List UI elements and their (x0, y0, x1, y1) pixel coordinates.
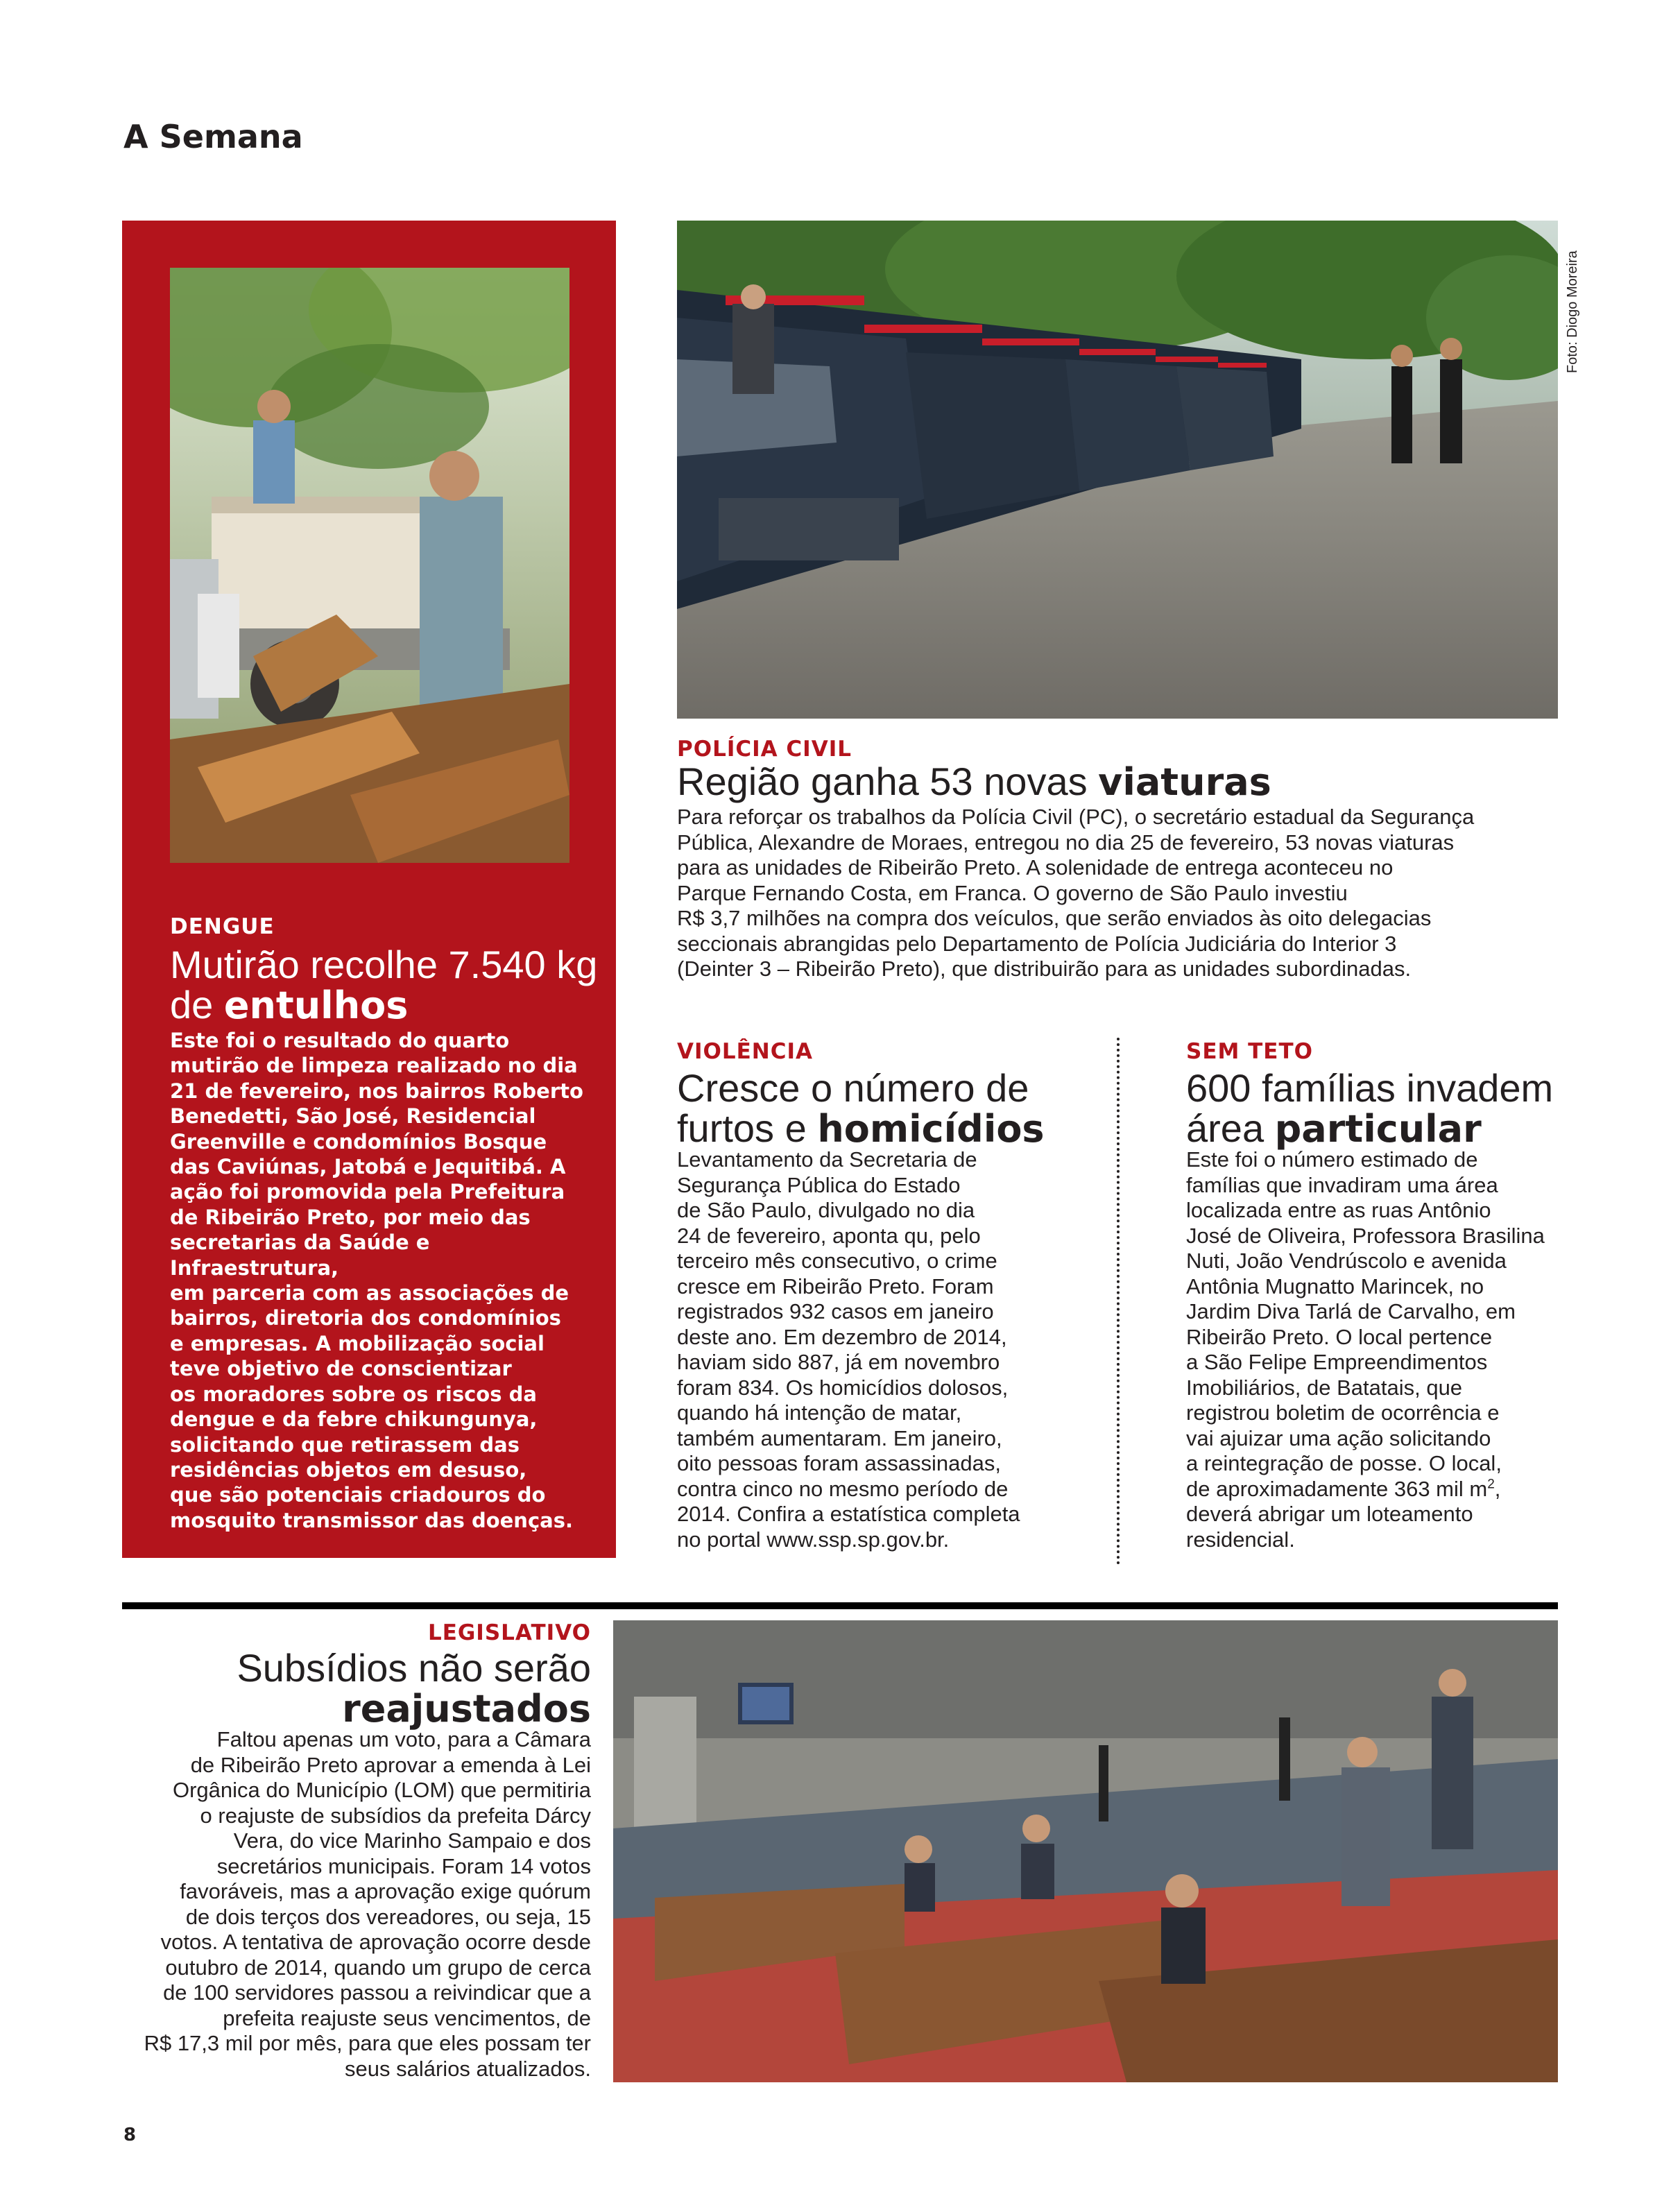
body-line: o reajuste de subsídios da prefeita Dárcy (200, 1803, 591, 1828)
violencia-headline-line2 (677, 1108, 1045, 1149)
body-line: R$ 17,3 mil por mês, para que eles possam ter (144, 2031, 591, 2055)
body-line: no portal www.ssp.sp.gov.br. (677, 1527, 950, 1552)
body-line: cresce em Ribeirão Preto. Foram (677, 1274, 994, 1298)
body-line: 24 de fevereiro, aponta qu, pelo (677, 1223, 981, 1248)
body-line: prefeita reajuste seus vencimentos, de (223, 2005, 591, 2030)
body-line: teve objetivo de conscientizar (170, 1357, 512, 1381)
body-line: Ribeirão Preto. O local pertence (1186, 1324, 1493, 1349)
body-line: dengue e da febre chikungunya, (170, 1407, 538, 1432)
body-line: 21 de fevereiro, nos bairros Roberto (170, 1079, 583, 1103)
column-divider (1117, 1038, 1120, 1565)
dengue-headline-line1: Mutirão recolhe 7.540 kg (170, 943, 598, 986)
body-line: Este foi o resultado do quarto (170, 1029, 510, 1052)
body-line: Para reforçar os trabalhos da Polícia Civil (PC), o secretário estadual da Segurança (677, 805, 1475, 829)
legislativo-kicker: LEGISLATIVO (427, 1620, 591, 1645)
page-number: 8 (123, 2125, 137, 2145)
legislativo-headline-line1: Subsídios não serão (237, 1646, 591, 1690)
body-line: famílias que invadiram uma área (1186, 1172, 1498, 1197)
body-line: haviam sido 887, já em novembro (677, 1350, 1000, 1374)
semteto-area-suffix: , (1494, 1476, 1501, 1501)
dengue-headline-light: de (170, 983, 214, 1027)
body-line: para as unidades de Ribeirão Preto. A solenidade de entrega aconteceu no (677, 855, 1394, 880)
body-line: terceiro mês consecutivo, o crime (677, 1249, 997, 1273)
photo-credit (1562, 221, 1583, 373)
semteto-area-prefix: de aproximadamente 363 mil m (1186, 1476, 1488, 1501)
body-line: Levantamento da Secretaria de (677, 1147, 977, 1172)
body-line: contra cinco no mesmo período de (677, 1476, 1009, 1501)
body-line: mutirão de limpeza realizado no dia (170, 1054, 578, 1078)
policia-headline (677, 762, 1271, 803)
dengue-kicker: DENGUE (170, 914, 275, 939)
semteto-headline-light: área (1186, 1106, 1265, 1150)
semteto-headline (1186, 1068, 1553, 1149)
dengue-headline (170, 945, 597, 1026)
legislativo-headline (237, 1648, 591, 1729)
dengue-photo-image (170, 268, 569, 863)
body-line: Nuti, João Vendrúscolo e avenida (1186, 1249, 1507, 1273)
body-line: oito pessoas foram assassinadas, (677, 1451, 1001, 1475)
legislativo-headline-line2 (237, 1688, 591, 1729)
chamber-photo-image (613, 1620, 1558, 2082)
police-photo (677, 221, 1558, 719)
body-line: Antônia Mugnatto Marincek, no (1186, 1274, 1484, 1298)
body-line: das Caviúnas, Jatobá e Jequitibá. A (170, 1155, 566, 1179)
body-line: a reintegração de posse. O local, (1186, 1451, 1502, 1475)
policia-body (677, 805, 1558, 982)
body-line: Vera, do vice Marinho Sampaio e dos (233, 1828, 591, 1853)
body-line: de Ribeirão Preto, por meio das (170, 1205, 531, 1229)
violencia-kicker: VIOLÊNCIA (677, 1039, 814, 1064)
body-line: Benedetti, São José, Residencial (170, 1104, 536, 1129)
policia-kicker: POLÍCIA CIVIL (677, 737, 852, 762)
body-line: de dois terços dos vereadores, ou seja, 15 (185, 1904, 591, 1929)
semteto-body (1186, 1147, 1575, 1552)
body-line: R$ 3,7 milhões na compra dos veículos, que serão enviados às oito delegacias (677, 906, 1432, 930)
body-line: Segurança Pública do Estado (677, 1172, 961, 1197)
body-line: ação foi promovida pela Prefeitura (170, 1180, 565, 1204)
violencia-headline-line1: Cresce o número de (677, 1066, 1029, 1110)
body-line: deste ano. Em dezembro de 2014, (677, 1324, 1007, 1349)
section-rule (122, 1602, 1558, 1609)
body-line: de São Paulo, divulgado no dia (677, 1198, 975, 1222)
body-line: Orgânica do Município (LOM) que permitiria (172, 1778, 591, 1802)
body-line: registrou boletim de ocorrência e (1186, 1400, 1500, 1425)
body-line: favoráveis, mas a aprovação exige quórum (180, 1879, 591, 1903)
body-line: residências objetos em desuso, (170, 1457, 527, 1482)
body-line: de Ribeirão Preto aprovar a emenda à Lei (190, 1752, 591, 1777)
body-line: Greenville e condomínios Bosque (170, 1129, 547, 1154)
body-line: em parceria com as associações de (170, 1281, 569, 1305)
body-line: deverá abrigar um loteamento (1186, 1502, 1473, 1526)
body-line: (Deinter 3 – Ribeirão Preto), que distribuirão para as unidades subordinadas. (677, 957, 1412, 981)
body-line: outubro de 2014, quando um grupo de cerca (165, 1955, 591, 1980)
policia-headline-light: Região ganha 53 novas (677, 760, 1088, 803)
policia-headline-bold: viaturas (1098, 760, 1271, 804)
legislativo-body (105, 1727, 591, 2082)
body-line: secretarias da Saúde e Infraestrutura, (170, 1231, 430, 1280)
body-line: localizada entre as ruas Antônio (1186, 1198, 1491, 1222)
legislativo-headline-bold: reajustados (342, 1687, 591, 1731)
semteto-kicker: SEM TETO (1186, 1039, 1313, 1064)
body-line: bairros, diretoria dos condomínios (170, 1306, 561, 1330)
semteto-headline-line1: 600 famílias invadem (1186, 1066, 1554, 1110)
dengue-headline-bold: entulhos (223, 984, 409, 1027)
violencia-headline-bold: homicídios (817, 1107, 1045, 1151)
body-line: seus salários atualizados. (345, 2056, 591, 2081)
body-line: Parque Fernando Costa, em Franca. O governo de São Paulo investiu (677, 880, 1348, 905)
body-line: os moradores sobre os riscos da (170, 1382, 537, 1406)
body-line: residencial. (1186, 1527, 1295, 1552)
section-title: A Semana (123, 118, 303, 155)
body-line: Este foi o número estimado de (1186, 1147, 1478, 1172)
body-line: Jardim Diva Tarlá de Carvalho, em (1186, 1299, 1516, 1323)
violencia-headline-light: furtos e (677, 1106, 807, 1150)
body-line: que são potenciais criadouros do (170, 1483, 546, 1507)
violencia-headline (677, 1068, 1045, 1149)
photo-credit-text: Foto: Diogo Moreira (1565, 250, 1580, 373)
semteto-area-line (1186, 1477, 1575, 1502)
semteto-headline-bold: particular (1274, 1107, 1482, 1151)
body-line: Pública, Alexandre de Moraes, entregou no dia 25 de fevereiro, 53 novas viaturas (677, 830, 1455, 855)
body-line: Imobiliários, de Batatais, que (1186, 1375, 1463, 1400)
body-line: vai ajuizar uma ação solicitando (1186, 1425, 1491, 1450)
body-line: também aumentaram. Em janeiro, (677, 1425, 1002, 1450)
semteto-headline-line2 (1186, 1108, 1553, 1149)
body-line: votos. A tentativa de aprovação ocorre desde (160, 1930, 591, 1954)
body-line: de 100 servidores passou a reivindicar que a (163, 1980, 591, 2005)
body-line: e empresas. A mobilização social (170, 1331, 545, 1355)
body-line: José de Oliveira, Professora Brasilina (1186, 1223, 1545, 1248)
body-line: Faltou apenas um voto, para a Câmara (216, 1727, 591, 1751)
dengue-headline-line2 (170, 985, 597, 1026)
dengue-photo (170, 268, 569, 863)
body-line: a São Felipe Empreendimentos (1186, 1350, 1488, 1374)
body-line: mosquito transmissor das doenças. (170, 1508, 573, 1532)
chamber-photo (613, 1620, 1558, 2082)
body-line: 2014. Confira a estatística completa (677, 1502, 1020, 1526)
semteto-area-superscript: 2 (1487, 1477, 1495, 1492)
dengue-body (170, 1028, 600, 1533)
violencia-body (677, 1147, 1065, 1552)
body-line: registrados 932 casos em janeiro (677, 1299, 994, 1323)
police-photo-image (677, 221, 1558, 719)
body-line: solicitando que retirassem das (170, 1432, 520, 1457)
body-line: secretários municipais. Foram 14 votos (216, 1853, 591, 1878)
body-line: seccionais abrangidas pelo Departamento de Polícia Judiciária do Interior 3 (677, 931, 1397, 956)
body-line: quando há intenção de matar, (677, 1400, 962, 1425)
body-line: foram 834. Os homicídios dolosos, (677, 1375, 1009, 1400)
